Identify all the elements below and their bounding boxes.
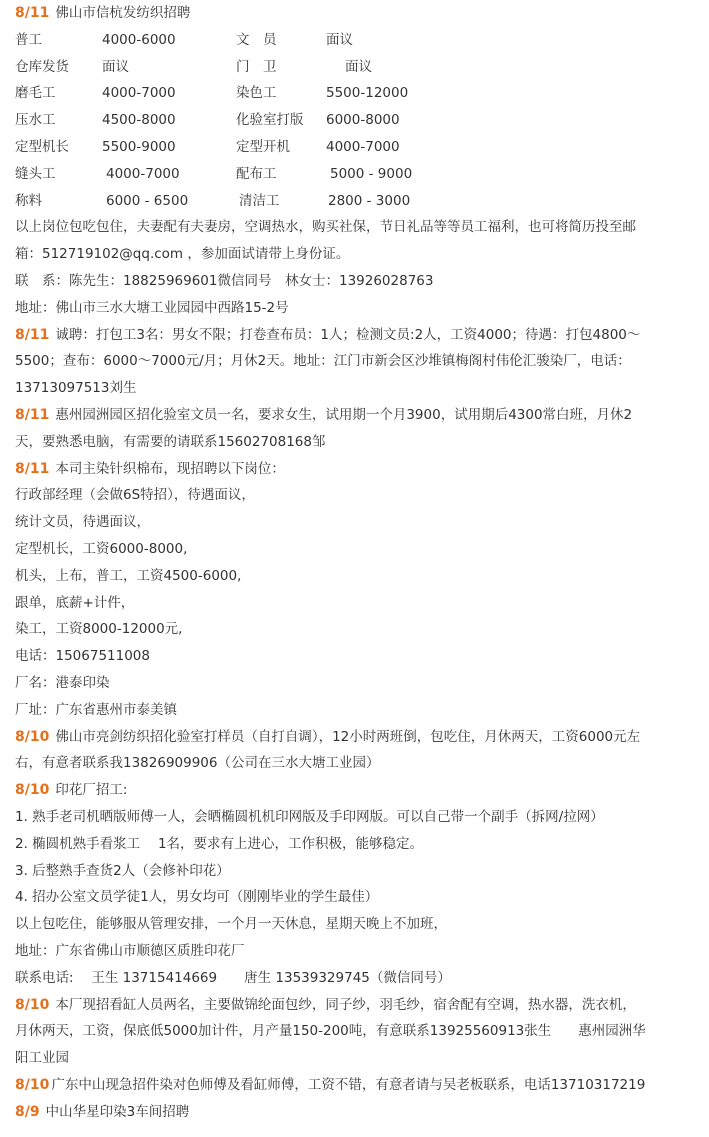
post-date: 8/11 <box>15 5 50 21</box>
post-title: 佛山市信杭发纺织招聘 <box>55 5 191 21</box>
post-text: 诚聘：打包工3名：男女不限；打卷查布员：1人；检测文员:2人，工资4000；待遇：打包4800～ <box>55 326 641 343</box>
salary-row <box>15 107 701 134</box>
post-text: 本司主染针织棉布，现招聘以下岗位： <box>55 460 285 477</box>
post-header <box>15 322 701 349</box>
body-line: 右，有意者联系我13826909906（公司在三水大塘工业园） <box>15 755 380 772</box>
job-name: 文 员 <box>236 31 277 48</box>
job-name: 压水工 <box>15 112 56 129</box>
job-name: 配布工 <box>236 165 277 182</box>
post-date: 8/10 <box>15 1077 50 1093</box>
salary-row <box>15 80 701 107</box>
post-text: 佛山市亮剑纺织招化验室打样员（自打自调），12小时两班倒，包吃住，月休两天，工资6000元左 <box>55 728 641 745</box>
post-header <box>15 402 701 429</box>
job-name: 门 卫 <box>236 58 277 75</box>
post-text: 印花厂招工: <box>55 782 128 799</box>
post-header <box>15 992 701 1019</box>
post-text: 中山华星印染3车间招聘 <box>45 1103 190 1120</box>
list-item: 4. 招办公室文员学徒1人，男女均可（刚刚毕业的学生最佳） <box>15 889 379 906</box>
body-line: 统计文员，待遇面议， <box>15 514 150 531</box>
job-salary: 5000 - 9000 <box>330 165 413 182</box>
body-line: 厂址：广东省惠州市泰美镇 <box>15 701 177 718</box>
job-name: 仓库发货 <box>15 58 69 75</box>
post-date: 8/11 <box>15 326 50 343</box>
body-line: 月休两天，工资，保底低5000加计件，月产量150-200吨，有意联系13925560913张生 惠州园洲华 <box>15 1023 646 1040</box>
post-date: 8/10 <box>15 996 50 1013</box>
job-salary: 4000-7000 <box>102 85 176 102</box>
job-name: 清洁工 <box>239 192 280 209</box>
body-line: 厂名：港泰印染 <box>15 675 110 691</box>
salary-row <box>15 54 701 81</box>
post-date: 8/9 <box>15 1103 40 1120</box>
post-header <box>15 0 701 27</box>
post-text: 惠州园洲园区招化验室文员一名，要求女生，试用期一个月3900，试用期后4300常白班，月休2 <box>55 407 633 423</box>
body-line: 电话：15067511008 <box>15 648 150 665</box>
body-line: 以上岗位包吃包住，夫妻配有夫妻房，空调热水，购买社保，节日礼品等等员工福利，也可将简历投至邮 <box>15 219 636 236</box>
body-line: 5500；查布：6000～7000元/月；月休2天。地址：江门市新会区沙堆镇梅阁村伟伦汇骏染厂，电话： <box>15 353 631 370</box>
job-name: 磨毛工 <box>15 85 56 102</box>
contact-line: 联 系：陈先生：18825969601微信同号 林女士：13926028763 <box>15 273 434 289</box>
body-line: 定型机长，工资6000-8000, <box>15 541 188 557</box>
salary-row <box>15 188 701 215</box>
job-name: 缝头工 <box>15 165 56 182</box>
post-date: 8/10 <box>15 782 50 799</box>
job-salary: 6000 - 6500 <box>106 192 189 209</box>
list-item: 3. 后整熟手查货2人（会修补印花） <box>15 862 230 879</box>
job-salary: 2800 - 3000 <box>328 192 411 209</box>
contact-line: 联系电话: 王生 13715414669 唐生 13539329745（微信同号） <box>15 969 451 986</box>
job-name: 普工 <box>15 31 42 48</box>
job-name: 化验室打版 <box>236 112 304 129</box>
salary-row <box>15 161 701 188</box>
body-line: 天，要熟悉电脑，有需要的请联系15602708168邹 <box>15 433 326 450</box>
job-salary: 5500-9000 <box>102 139 176 155</box>
list-item: 2. 椭圆机熟手看浆工 1名，要求有上进心，工作积极，能够稳定。 <box>15 835 424 852</box>
job-salary: 4000-6000 <box>102 31 176 48</box>
post-text: 广东中山现急招件染对色师傅及看缸师傅，工资不错，有意者请与吴老板联系，电话13710317219 <box>51 1077 646 1093</box>
body-line: 行政部经理（会做6S特招），待遇面议， <box>15 487 255 504</box>
post-date: 8/10 <box>15 728 50 745</box>
body-line: 机头，上布，普工，工资4500-6000, <box>15 567 242 584</box>
salary-row <box>15 27 701 54</box>
job-salary: 4000-7000 <box>106 165 180 182</box>
address-line: 地址：广东省佛山市顺德区质胜印花厂 <box>15 943 245 959</box>
body-line: 以上包吃住，能够服从管理安排，一个月一天休息，星期天晚上不加班， <box>15 916 447 933</box>
body-line: 阳工业园 <box>15 1050 69 1067</box>
job-salary: 5500-12000 <box>326 85 409 102</box>
post-date: 8/11 <box>15 407 50 423</box>
body-line: 13713097513刘生 <box>15 380 137 397</box>
list-item: 1. 熟手老司机晒版师傅一人，会晒椭圆机机印网版及手印网版。可以自己带一个副手（拆网/拉网） <box>15 809 604 825</box>
post-text: 本厂现招看缸人员两名，主要做锦纶面包纱，同子纱，羽毛纱，宿舍配有空调，热水器，洗衣机， <box>55 996 636 1013</box>
post-header <box>15 1072 701 1099</box>
job-name: 称料 <box>15 192 42 209</box>
body-line: 染工，工资8000-12000元, <box>15 621 183 638</box>
job-salary: 面议 <box>345 58 372 75</box>
address-line: 地址：佛山市三水大塘工业园园中西路15-2号 <box>15 299 289 316</box>
job-salary: 4500-8000 <box>102 112 176 129</box>
post-header <box>15 724 701 751</box>
job-name: 染色工 <box>236 85 277 102</box>
job-name: 定型开机 <box>236 139 290 155</box>
post-header <box>15 456 701 483</box>
body-line: 跟单，底薪+计件， <box>15 594 135 611</box>
salary-row <box>15 134 701 161</box>
post-date: 8/11 <box>15 460 50 477</box>
job-salary: 6000-8000 <box>326 112 400 129</box>
post-header <box>15 1099 701 1126</box>
post-header <box>15 777 701 804</box>
job-name: 定型机长 <box>15 139 69 155</box>
job-salary: 面议 <box>102 58 129 75</box>
job-salary: 4000-7000 <box>326 139 400 155</box>
body-line: 箱：512719102@qq.com ，参加面试请带上身份证。 <box>15 246 350 263</box>
job-salary: 面议 <box>326 31 353 48</box>
